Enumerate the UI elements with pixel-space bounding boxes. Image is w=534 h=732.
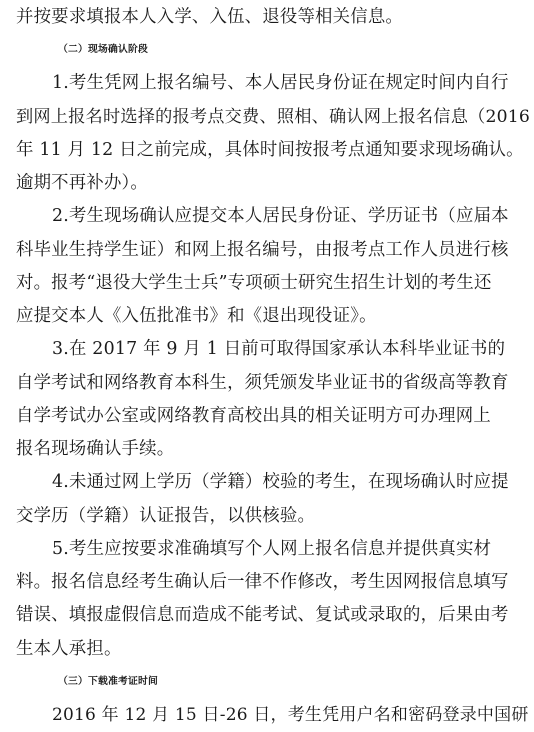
paragraph-line: 逾期不再补办）。 <box>16 173 149 194</box>
paragraph-line: 生本人承担。 <box>16 638 122 659</box>
paragraph-line: 应提交本人《入伍批准书》和《退出现役证》。 <box>16 306 377 327</box>
section-heading-on-site-confirmation: （二）现场确认阶段 <box>58 44 148 56</box>
paragraph-line: 1.考生凭网上报名编号、本人居民身份证在规定时间内自行 <box>52 73 509 94</box>
paragraph-line: 自学考试办公室或网络教育高校出具的相关证明方可办理网上 <box>16 405 491 426</box>
paragraph-line: 错误、填报虚假信息而造成不能考试、复试或录取的，后果由考 <box>16 605 509 626</box>
paragraph-line: 到网上报名时选择的报考点交费、照相、确认网上报名信息（2016 <box>16 106 531 127</box>
paragraph-line: 5.考生应按要求准确填写个人网上报名信息并提供真实材 <box>52 538 492 559</box>
paragraph-line: 年 11 月 12 日之前完成，具体时间按报考点通知要求现场确认。 <box>16 139 524 160</box>
paragraph-line: 交学历（学籍）认证报告，以供核验。 <box>16 505 316 526</box>
paragraph-line: 自学考试和网络教育本科生，须凭颁发毕业证书的省级高等教育 <box>16 372 509 393</box>
paragraph-line: 并按要求填报本人入学、入伍、退役等相关信息。 <box>16 7 403 27</box>
paragraph-line: 4.未通过网上学历（学籍）校验的考生，在现场确认时应提 <box>52 472 509 493</box>
paragraph-line: 3.在 2017 年 9 月 1 日前可取得国家承认本科毕业证书的 <box>52 339 506 360</box>
paragraph-line: 2016 年 12 月 15 日-26 日，考生凭用户名和密码登录中国研 <box>52 705 529 725</box>
paragraph-line: 2.考生现场确认应提交本人居民身份证、学历证书（应届本 <box>52 206 509 227</box>
paragraph-line: 科毕业生持学生证）和网上报名编号，由报考点工作人员进行核 <box>16 239 509 260</box>
paragraph-line: 料。报名信息经考生确认后一律不作修改，考生因网报信息填写 <box>16 572 509 593</box>
paragraph-line: 对。报考“退役大学生士兵”专项硕士研究生招生计划的考生还 <box>16 272 492 293</box>
paragraph-line: 报名现场确认手续。 <box>16 439 175 460</box>
section-heading-admission-ticket: （三）下载准考证时间 <box>58 675 158 687</box>
